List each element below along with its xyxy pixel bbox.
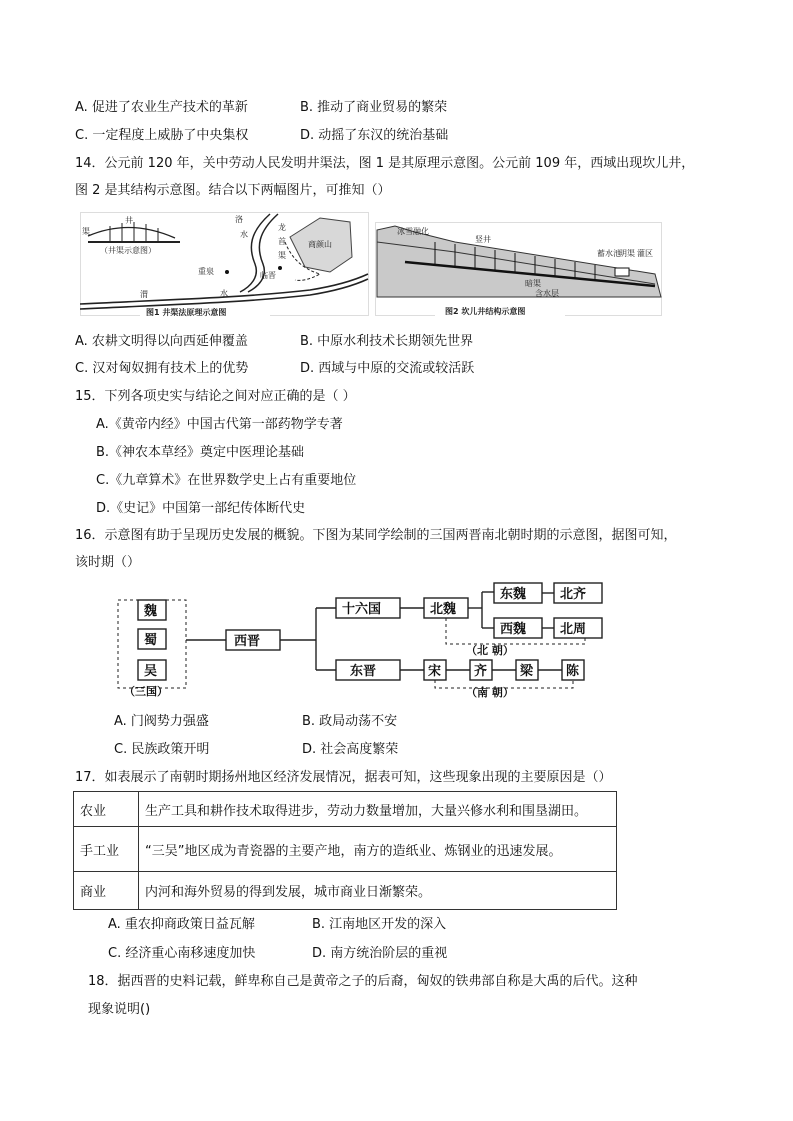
q15-stem: 15．下列各项史实与结论之间对应正确的是（ ） [75,389,356,404]
inset-caption: （井渠示意图） [100,246,156,255]
q16-option-b: B. 政局动荡不安 [302,714,398,729]
label-shangyanshan: 商颜山 [308,240,332,249]
table-cell-desc: “三吴”地区成为青瓷器的主要产地，南方的造纸业、炼钢业的迅速发展。 [139,827,617,872]
q13-option-d: D. 动摇了东汉的统治基础 [300,128,449,143]
text-chen: 陈 [566,664,580,679]
text-xijin: 西晋 [234,634,261,649]
label-xushuichi: 蓄水池 [597,249,621,258]
text-beiwei: 北魏 [430,602,457,617]
dynasty-diagram [110,578,610,703]
text-dongwei: 东魏 [500,587,527,602]
figure-1-jingqu [80,212,370,317]
q15-option-b: B.《神农本草经》奠定中医理论基础 [96,445,305,460]
q16-option-d: D. 社会高度繁荣 [302,742,399,757]
label-mingqu: 明渠 [619,249,635,258]
q17-option-c: C. 经济重心南移速度加快 [108,946,256,961]
label-shui2: 水 [220,289,228,298]
text-wu: 吴 [144,664,158,679]
text-shiliuguo: 十六国 [342,602,382,617]
text-nanchao: （南 朝） [466,686,514,699]
text-dongjin: 东晋 [350,664,377,679]
label-guanqu: 灌区 [637,249,653,258]
label-qu: 渠 [82,227,90,236]
label-shujing: 竖井 [475,235,491,244]
label-hanshui: 含水层 [535,289,559,298]
q16-option-a: A. 门阀势力强盛 [114,714,209,729]
label-shui: 水 [240,230,248,239]
label-long: 龙 [278,223,286,232]
table-row [74,792,617,827]
label-jing: 井 [125,216,133,225]
table-cell-desc: 生产工具和耕作技术取得进步，劳动力数量增加，大量兴修水利和围垦湖田。 [139,792,617,827]
q14-option-a: A. 农耕文明得以向西延伸覆盖 [75,334,248,349]
q14-option-d: D. 西域与中原的交流或较活跃 [300,361,475,376]
text-beizhou: 北周 [560,622,587,637]
label-chongquan: 重泉 [198,267,214,276]
table-cell-sector: 手工业 [74,827,139,872]
q16-stem-line2: 该时期（） [75,555,141,570]
table-cell-sector: 商业 [74,872,139,910]
table-cell-sector: 农业 [74,792,139,827]
q15-option-c: C.《九章算术》在世界数学史上占有重要地位 [96,473,357,488]
label-snow-melt: 冰雪融化 [397,227,429,236]
label-shou: 首 [278,237,286,246]
q18-stem-line2: 现象说明() [88,1002,151,1017]
label-linjin: 临晋 [260,271,276,280]
text-wei: 魏 [144,604,158,619]
q13-option-c: C. 一定程度上威胁了中央集权 [75,128,249,143]
q18-stem-line1: 18．据西晋的史料记载，鲜卑称自己是黄帝之子的后裔，匈奴的铁弗部自称是大禹的后代。这种 [88,974,638,989]
q16-option-c: C. 民族政策开明 [114,742,210,757]
q14-option-b: B. 中原水利技术长期领先世界 [300,334,474,349]
fig1-caption: 图1 井渠法原理示意图 [146,308,227,317]
text-beichao: （北 朝） [466,644,514,657]
q17-option-a: A. 重农抑商政策日益瓦解 [108,917,255,932]
q15-option-a: A.《黄帝内经》中国古代第一部药物学专著 [96,417,343,432]
text-sanguo: （三国） [124,685,168,698]
q16-stem-line1: 16．示意图有助于呈现历史发展的概貌。下图为某同学绘制的三国两晋南北朝时期的示意图，据图可知， [75,528,677,543]
table-row [74,872,617,910]
text-qi: 齐 [474,664,488,679]
figure-2-karez [375,222,663,317]
q17-option-b: B. 江南地区开发的深入 [312,917,447,932]
text-liang: 梁 [520,664,534,679]
label-wei: 渭 [140,290,148,299]
q14-stem-line2: 图 2 是其结构示意图。结合以下两幅图片，可推知（） [75,183,391,198]
q14-option-c: C. 汉对匈奴拥有技术上的优势 [75,361,249,376]
q17-option-d: D. 南方统治阶层的重视 [312,946,448,961]
label-anqu: 暗渠 [525,279,541,288]
q17-stem: 17．如表展示了南朝时期扬州地区经济发展情况，据表可知，这些现象出现的主要原因是（） [75,770,612,785]
q14-stem-line1: 14．公元前 120 年，关中劳动人民发明井渠法，图 1 是其原理示意图。公元前 109 年，西域出现坎儿井， [75,156,695,171]
text-shu: 蜀 [144,633,158,648]
text-beiqi: 北齐 [560,587,587,602]
label-qu2: 渠 [278,251,286,260]
text-xiwei: 西魏 [500,622,527,637]
economy-table [73,791,617,910]
fig2-caption: 图2 坎儿井结构示意图 [445,307,526,316]
q15-option-d: D.《史记》中国第一部纪传体断代史 [96,501,306,516]
q13-option-b: B. 推动了商业贸易的繁荣 [300,100,448,115]
label-luo: 洛 [235,215,243,224]
q13-option-a: A. 促进了农业生产技术的革新 [75,100,248,115]
table-cell-desc: 内河和海外贸易的得到发展，城市商业日渐繁荣。 [139,872,617,910]
text-song: 宋 [428,664,442,679]
table-row [74,827,617,872]
